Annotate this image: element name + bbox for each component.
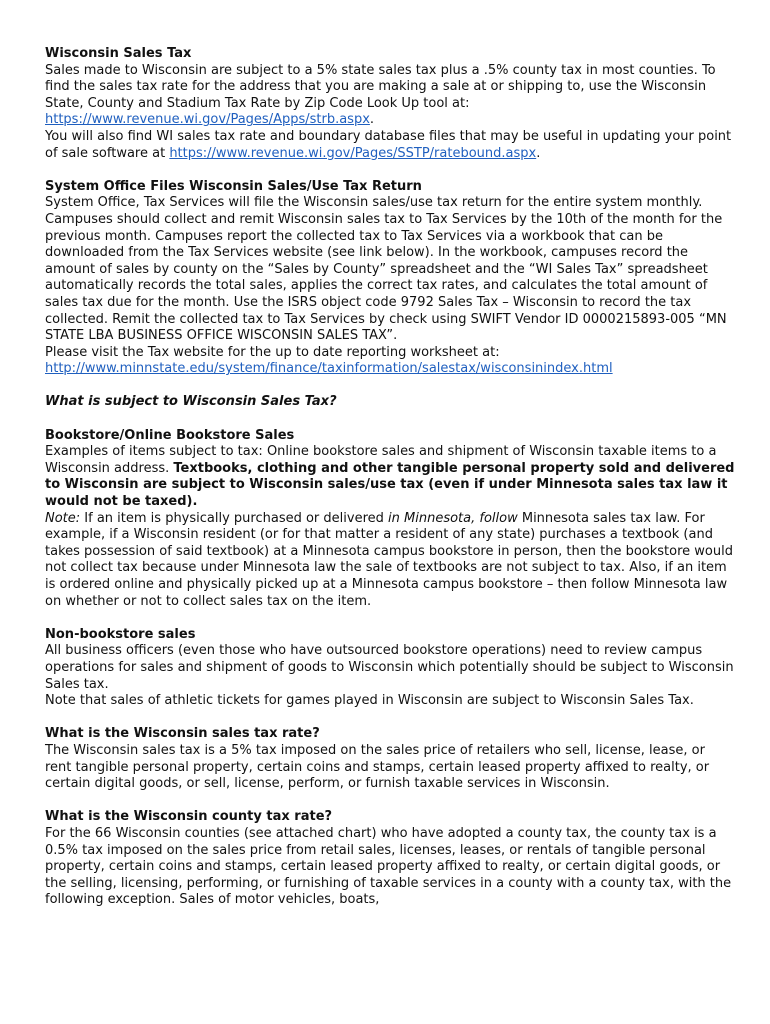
link-ratebound[interactable]: https://www.revenue.wi.gov/Pages/SSTP/ratebound.aspx bbox=[169, 145, 537, 161]
paragraph-visit-website: Please visit the Tax website for the up to date reporting worksheet at: bbox=[45, 344, 500, 360]
document-page bbox=[45, 46, 735, 909]
paragraph-system-office: System Office, Tax Services will file the Wisconsin sales/use tax return for the entire system monthly. Campuses should collect and remit Wisconsin sales tax to Tax Services by the 10th of the month for the previous month. Campuses report the collected tax to Tax Services via a workbook that can be downloaded from the Tax Services website (see link below). In the workbook, campuses record the amount of sales by county on the “Sales by County” spreadsheet and the “WI Sales Tax” spreadsheet automatically records the total sales, applies the correct tax rates, and calculates the total amount of sales tax due for the month. Use the ISRS object code 9792 Sales Tax – Wisconsin to record the tax collected. Remit the collected tax to Tax Services by check using SWIFT Vendor ID 0000215893-005 “MN STATE LBA BUSINESS OFFICE WISCONSIN SALES TAX”. bbox=[45, 195, 727, 344]
heading-system-office-files: System Office Files Wisconsin Sales/Use Tax Return bbox=[45, 178, 422, 194]
paragraph-wisconsin-link bbox=[45, 361, 735, 378]
paragraph-sales-tax-rate: The Wisconsin sales tax is a 5% tax imposed on the sales price of retailers who sell, license, lease, or rent tangible personal property, certain coins and stamps, certain leased property affixed to realty, or certain digital goods, or sell, license, perform, or furnish taxable services in Wisconsin. bbox=[45, 742, 710, 792]
link-strb[interactable]: https://www.revenue.wi.gov/Pages/Apps/strb.aspx bbox=[45, 112, 370, 128]
heading-what-is-subject: What is subject to Wisconsin Sales Tax? bbox=[45, 394, 337, 410]
heading-non-bookstore-sales: Non-bookstore sales bbox=[45, 626, 196, 642]
paragraph-athletic-tickets: Note that sales of athletic tickets for games played in Wisconsin are subject to Wisconsin Sales Tax. bbox=[45, 693, 694, 709]
paragraph-business-officers: All business officers (even those who have outsourced bookstore operations) need to review campus operations for sales and shipment of goods to Wisconsin which potentially should be subject to Wisconsin Sales tax. bbox=[45, 643, 734, 692]
heading-sales-tax-rate: What is the Wisconsin sales tax rate? bbox=[45, 726, 320, 742]
link-wisconsinindex[interactable]: http://www.minnstate.edu/system/finance/taxinformation/salestax/wisconsinindex.html bbox=[45, 361, 613, 377]
paragraph-sales-intro: Sales made to Wisconsin are subject to a 5% state sales tax plus a .5% county tax in most counties. To find the sales tax rate for the address that you are making a sale at or shipping to, use the Wisconsin State, County and Stadium Tax Rate by Zip Code Look Up tool at: https://www.revenue.wi.gov/Pages/Apps/strb.aspx. bbox=[45, 62, 716, 128]
heading-wisconsin-sales-tax: Wisconsin Sales Tax bbox=[45, 46, 192, 61]
heading-bookstore-sales: Bookstore/Online Bookstore Sales bbox=[45, 427, 295, 443]
paragraph-county-tax-rate: For the 66 Wisconsin counties (see attached chart) who have adopted a county tax, the county tax is a 0.5% tax imposed on the sales price from retail sales, licenses, leases, or rentals of tangible personal property, certain coins and stamps, certain leased property affixed to realty, or certain digital goods, or the selling, licensing, performing, or furnishing of taxable services in a county with a county tax, with the following exception. Sales of motor vehicles, boats, bbox=[45, 825, 732, 908]
paragraph-note: Note: If an item is physically purchased or delivered in Minnesota, follow Minnesota sales tax law. For example, if a Wisconsin resident (or for that matter a resident of any state) purchases a textbook (and takes possession of said textbook) at a Minnesota campus bookstore in person, then the bookstore would not collect tax because under Minnesota law the sale of textbooks are not subject to tax. Also, if an item is ordered online and physically picked up at a Minnesota campus bookstore – then follow Minnesota law on whether or not to collect sales tax on the item. bbox=[45, 510, 733, 609]
paragraph-rate-files: You will also find WI sales tax rate and boundary database files that may be useful in updating your point of sale software at https://www.revenue.wi.gov/Pages/SSTP/ratebound.aspx. bbox=[45, 128, 732, 161]
paragraph-bookstore-examples: Examples of items subject to tax: Online bookstore sales and shipment of Wisconsin taxable items to a Wisconsin address. Textbooks, clothing and other tangible personal property sold and delivered to Wisconsin are subject to Wisconsin sales/use tax (even if under Minnesota sales tax law it would not be taxed). bbox=[45, 444, 735, 510]
heading-county-tax-rate: What is the Wisconsin county tax rate? bbox=[45, 809, 333, 825]
